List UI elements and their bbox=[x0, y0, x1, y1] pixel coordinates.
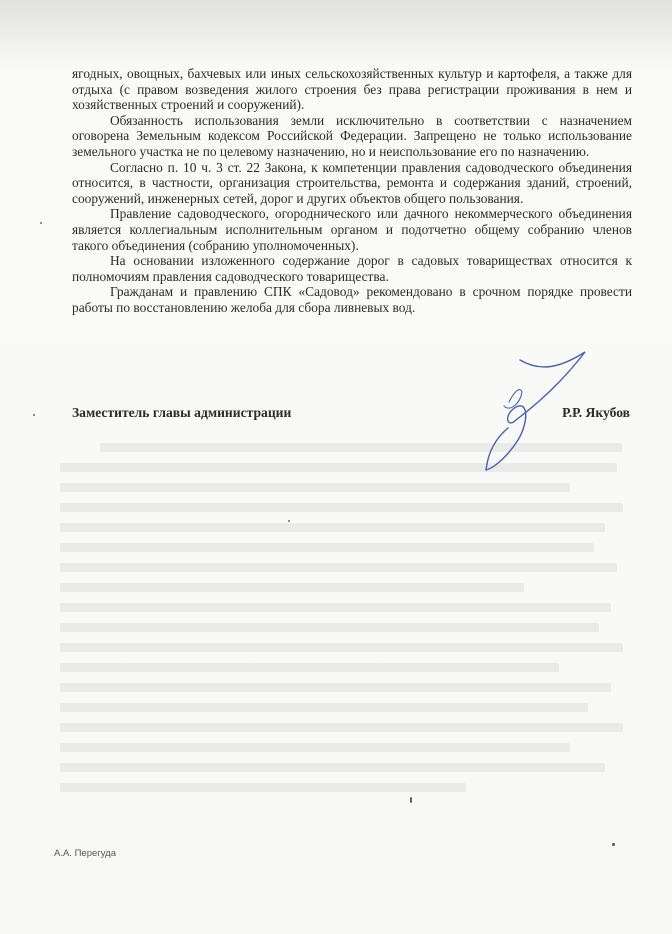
scan-dot bbox=[410, 797, 412, 803]
scan-dot bbox=[33, 414, 35, 416]
paragraph-6: Гражданам и правлению СПК «Садовод» рекомендовано в срочном порядке провести работы по восстановлению желоба для сбора ливневых вод. bbox=[72, 284, 632, 315]
signatory-position: Заместитель главы администрации bbox=[72, 405, 292, 420]
paragraph-5: На основании изложенного содержание дорог в садовых товариществах относится к полномочиям правления садоводческого товарищества. bbox=[72, 253, 632, 284]
paragraph-3: Согласно п. 10 ч. 3 ст. 22 Закона, к компетенции правления садоводческого объединения относится, в частности, организация строительства, ремонта и содержания зданий, строений, сооружений, инженерных сетей, дорог и других объектов общего пользования. bbox=[72, 159, 632, 206]
executor-name: А.А. Перегуда bbox=[54, 848, 116, 859]
paragraph-1: ягодных, овощных, бахчевых или иных сельскохозяйственных культур и картофеля, а также для отдыха (с правом возведения жилого строения без права регистрации проживания в нем и хозяйственных строений и сооружений). bbox=[72, 66, 632, 113]
scan-dot bbox=[288, 520, 290, 522]
scan-dot bbox=[40, 222, 42, 224]
signatory-name: Р.Р. Якубов bbox=[562, 405, 630, 420]
paragraph-2: Обязанность использования земли исключительно в соответствии с назначением оговорена Земельным кодексом Российской Федерации. Запрещено не только использование земельного участка не по целевому назначению, но и неиспользование его по назначению. bbox=[72, 112, 632, 159]
scan-dot bbox=[612, 843, 615, 846]
paragraph-4: Правление садоводческого, огороднического или дачного некоммерческого объединения является коллегиальным исполнительным органом и подотчетно общему собранию членов такого объединения (собранию уполномоченных). bbox=[72, 206, 632, 253]
